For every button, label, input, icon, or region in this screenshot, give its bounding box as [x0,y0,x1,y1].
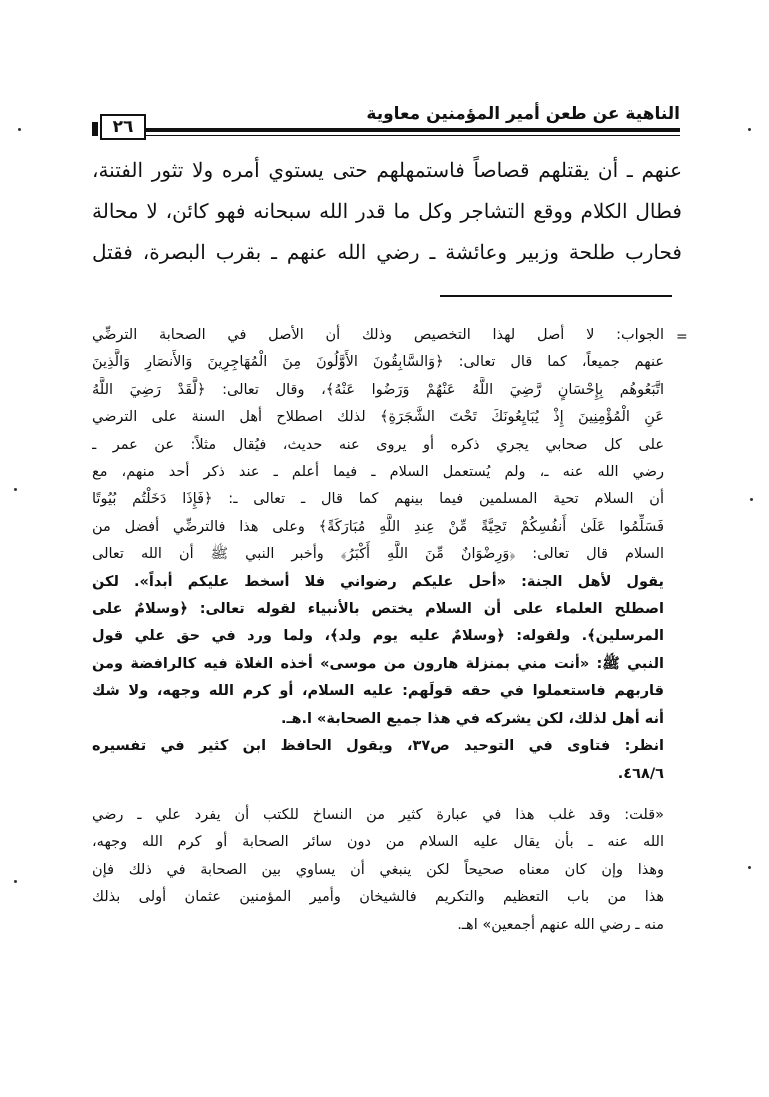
scan-speck [750,498,753,501]
scan-speck [18,128,21,131]
footnote-marker: = [676,329,688,345]
footnote-line: رضي الله عنه ـ، ولم يُستعمل السلام ـ فيما أعلم ـ عند ذكر أحد منهم، مع [92,464,664,481]
footnote-line: قاربهم فاستعملوا في حقه قولَهم: عليه السلام، أو كرم الله وجهه، ولا شك [92,683,664,700]
footnote-line: «قلت: وقد غلب هذا في عبارة كثير من النساخ للكتب أن يفرد علي ـ رضي [92,806,664,823]
main-line: فطال الكلام ووقع التشاجر وكل ما قدر الله سبحانه فهو كائن، لا محالة [92,199,682,223]
scan-speck [14,880,17,883]
footnote-line: اصطلح العلماء على أن السلام يختص بالأنبياء لقوله تعالى: ﴿وسلامٌ على [92,601,664,618]
footnote-line: النبي ﷺ: «أنت مني بمنزلة هارون من موسى» أخذه الغلاة فيه كالرافضة ومن [92,655,664,672]
header-rule-thin [146,135,680,136]
footnote-line: عَنِ الْمُؤْمِنِينَ إِذْ يُبَايِعُونَكَ تَحْتَ الشَّجَرَةِ﴾ لذلك اصطلاح أهل السنة على الترضي [92,409,664,426]
main-line: فحارب طلحة وزبير وعائشة ـ رضي الله عنهم ـ بقرب البصرة، فقتل [92,240,682,264]
main-text [92,150,682,273]
footnote-line: على كل صحابي يجري ذكره أو يروى عنه حديث، فيُقال مثلاً: عن عمر ـ [92,436,664,453]
footnote-line: فَسَلِّمُوا عَلَىٰ أَنفُسِكُمْ تَحِيَّةً مِّنْ عِندِ اللَّهِ مُبَارَكَةً﴾ وعلى هذا فالترضِّي أفضل من [92,518,664,535]
footnote-separator [440,295,672,297]
footnote-line: عنهم جميعاً، كما قال تعالى: ﴿وَالسَّابِقُونَ الأَوَّلُونَ مِنَ الْمُهَاجِرِينَ وَالأَنصَارِ وَالَّذِينَ [92,354,664,371]
footnote-line: يقول لأهل الجنة: «أحل عليكم رضواني فلا أسخط عليكم أبداً». لكن [92,573,664,590]
header-ornament [92,122,98,136]
footnote-line: أن السلام تحية المسلمين فيما بينهم كما قال ـ تعالى ـ: ﴿فَإِذَا دَخَلْتُم بُيُوتًا [92,491,664,508]
page-number: ٢٦ [100,114,146,140]
footnote-line: السلام قال تعالى: ﴿وَرِضْوَانٌ مِّنَ اللَّهِ أَكْبَرُ﴾ وأخبر النبي ﷺ أن الله تعالى [92,546,664,563]
footnote-line: الله عنه ـ بأن يقال عليه السلام من دون سائر الصحابة أو كرم الله وجهه، [92,834,664,851]
scan-speck [748,128,751,131]
footnote-reference-line: ٤٦٨/٦. [617,765,664,782]
scan-speck [14,488,17,491]
footnote-line: منه ـ رضي الله عنهم أجمعين» اهـ. [457,916,664,933]
footnote-line: هذا من باب التعظيم والتكريم فالشيخان وأمير المؤمنين عثمان أولى بذلك [92,889,664,906]
footnote-line: اتَّبَعُوهُم بِإِحْسَانٍ رَّضِيَ اللَّهُ عَنْهُمْ وَرَضُوا عَنْهُ﴾، وقال تعالى: ﴿لَّقَدْ رَضِيَ اللَّهُ [92,381,664,398]
scan-speck [748,866,751,869]
footnote-line: المرسلين﴾. ولقوله: ﴿وسلامٌ عليه يوم ولد﴾، ولما ورد في حق علي قول [92,628,664,645]
footnote-line: وهذا وإن كان معناه صحيحاً لكن ينبغي أن يساوي بين الصحابة في ذلك فإن [92,861,664,878]
running-title: الناهية عن طعن أمير المؤمنين معاوية [366,104,680,124]
footnote [92,322,664,939]
paragraph-gap [92,788,664,802]
footnote-line: الجواب: لا أصل لهذا التخصيص وذلك أن الأصل في الصحابة الترضِّي [92,327,664,343]
header-rule [146,128,680,132]
footnote-line: أنه أهل لذلك، لكن يشركه في هذا جميع الصحابة» ا.هـ. [280,710,664,727]
main-line: عنهم ـ أن يقتلهم قصاصاً فاستمهلهم حتى يستوي أمره ولا تثور الفتنة، [92,158,682,182]
footnote-reference-line: انظر: فتاوى في التوحيد ص٣٧، ويقول الحافظ ابن كثير في تفسيره [92,738,664,755]
page-header [100,102,680,142]
